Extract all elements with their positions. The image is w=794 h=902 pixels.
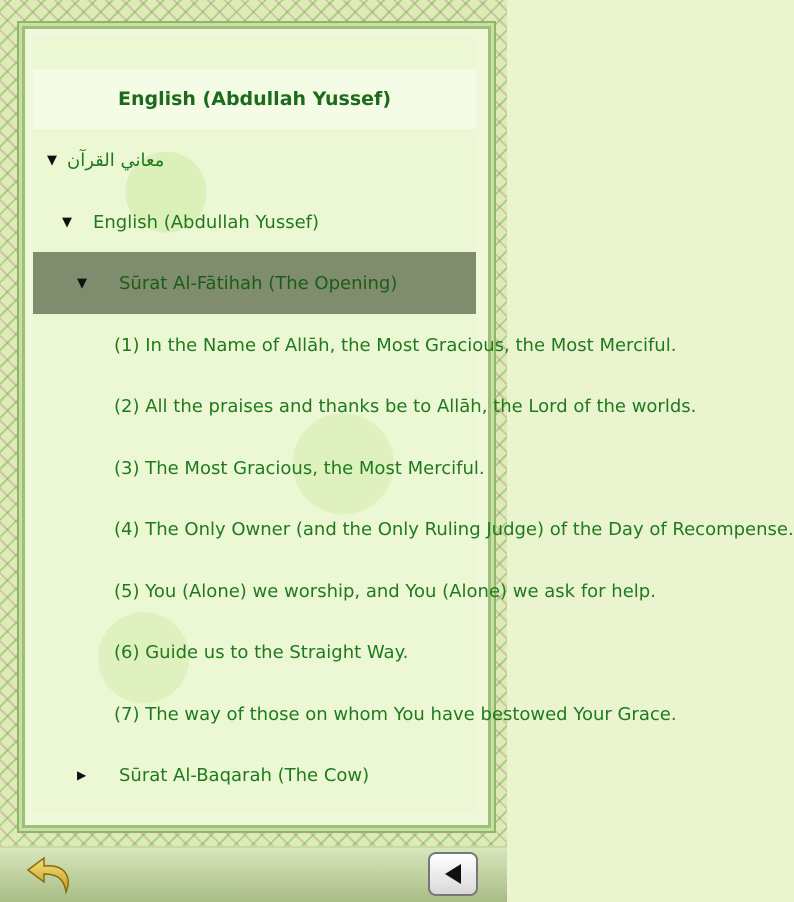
tree-node-translation[interactable] [33,191,476,253]
verse-label: (2) All the praises and thanks be to Allāh, the Lord of the worlds. [114,395,697,417]
play-left-icon [445,864,461,884]
verse-label: (3) The Most Gracious, the Most Merciful. [114,457,485,479]
tree-node-verse[interactable] [33,683,677,745]
verse-label: (5) You (Alone) we worship, and You (Alone) we ask for help. [114,580,656,602]
tree-node-root[interactable] [33,129,476,191]
bottom-toolbar [0,846,507,902]
page-title: English (Abdullah Yussef) [117,88,392,110]
verse-label: (6) Guide us to the Straight Way. [114,641,409,663]
tree-node-surah-baqarah[interactable] [33,744,476,806]
tree-node-verse[interactable] [33,375,697,437]
tree-node-surah-fatihah[interactable] [33,252,476,314]
back-arrow-icon [22,854,82,896]
verse-label: (4) The Only Owner (and the Only Ruling Judge) of the Day of Recompense. [114,518,794,540]
back-button[interactable] [22,854,82,896]
content-panel [33,37,794,813]
tree-node-verse[interactable] [33,560,656,622]
expand-triangle-icon: ▼ [47,152,57,168]
tree-node-root-label: معاني القرآن [67,149,165,171]
verse-label: (7) The way of those on whom You have bestowed Your Grace. [114,703,677,725]
tree-node-verse[interactable] [33,314,677,376]
tree-node-verse[interactable] [33,498,794,560]
tree-node-surah-label: Sūrat Al-Baqarah (The Cow) [119,764,370,786]
tree-node-surah-label: Sūrat Al-Fātihah (The Opening) [119,272,398,294]
verse-label: (1) In the Name of Allāh, the Most Gracious, the Most Merciful. [114,334,677,356]
tree-node-verse[interactable] [33,437,485,499]
tree-node-verse[interactable] [33,621,476,683]
expand-triangle-icon: ▼ [77,275,87,291]
header [33,69,476,129]
expand-triangle-icon: ▼ [62,214,72,230]
play-button[interactable] [428,852,478,896]
collapse-triangle-icon: ▶ [77,768,87,782]
tree-node-translation-label: English (Abdullah Yussef) [93,211,320,233]
